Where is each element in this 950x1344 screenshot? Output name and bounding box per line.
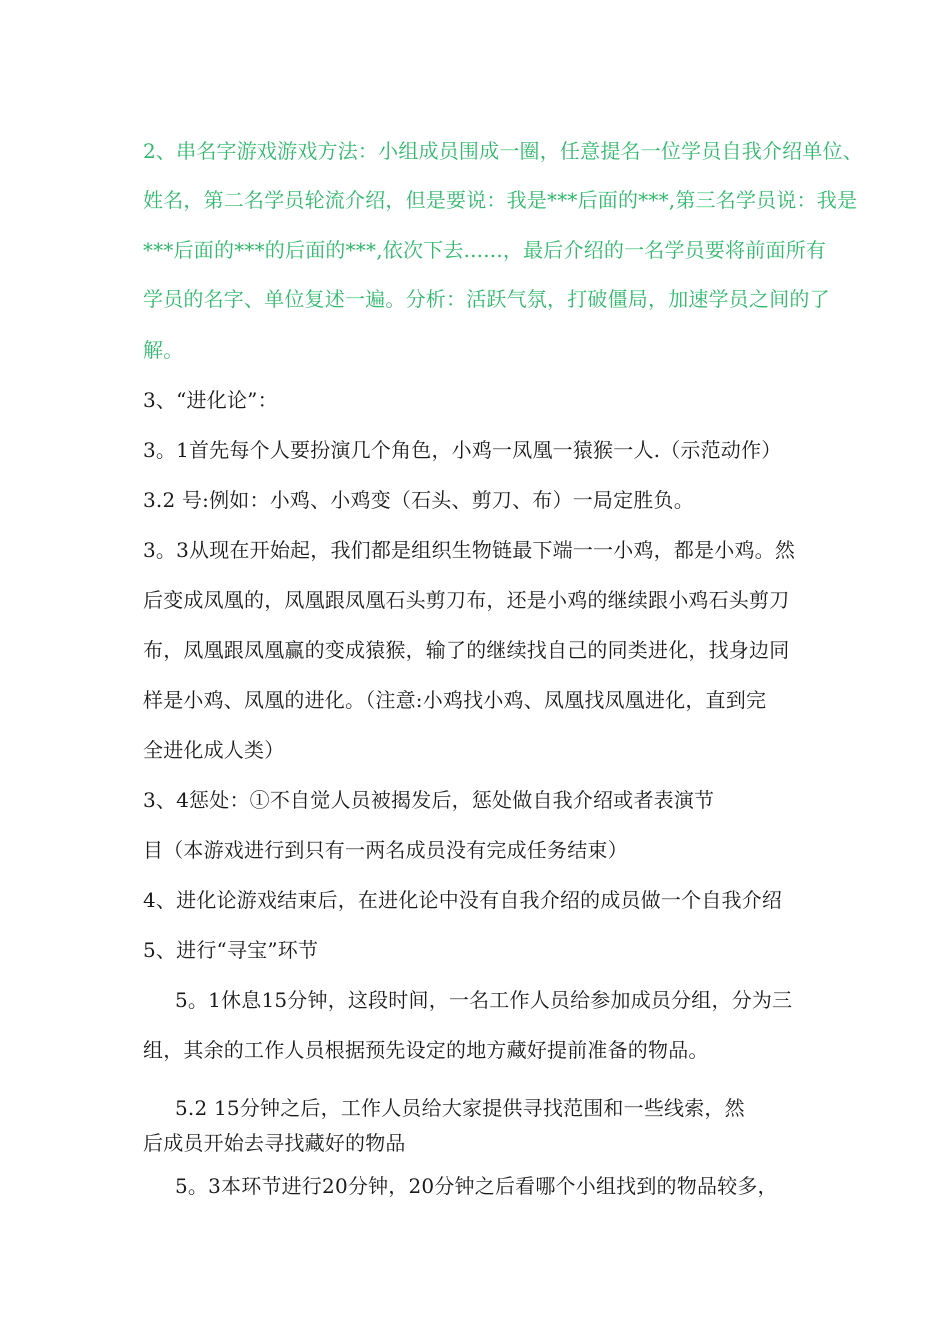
section-3-3-line-3: 布，凤凰跟凤凰赢的变成猿猴，输了的继续找自己的同类进化，找身边同 — [143, 638, 790, 662]
section-3-3-line-1: 3。3从现在开始起，我们都是组织生物链最下端一一小鸡，都是小鸡。然 — [143, 538, 796, 562]
section-5-2-line-1: 5.2 15分钟之后，工作人员给大家提供寻找范围和一些线索，然 — [175, 1096, 745, 1120]
section-2-line-5: 解。 — [143, 338, 184, 362]
section-3-2: 3.2 号:例如：小鸡、小鸡变（石头、剪刀、布）一局定胜负。 — [143, 488, 694, 512]
section-2-line-4: 学员的名字、单位复述一遍。分析：活跃气氛，打破僵局，加速学员之间的了 — [143, 287, 830, 311]
section-3-title: 3、“进化论”： — [143, 388, 278, 412]
section-3-3-line-2: 后变成凤凰的，凤凰跟凤凰石头剪刀布，还是小鸡的继续跟小鸡石头剪刀 — [143, 588, 790, 612]
section-5-2-line-2: 后成员开始去寻找藏好的物品 — [143, 1131, 406, 1155]
section-5-1-line-2: 组，其余的工作人员根据预先设定的地方藏好提前准备的物品。 — [143, 1038, 709, 1062]
section-3-3-line-4: 样是小鸡、凤凰的进化。（注意:小鸡找小鸡、凤凰找凤凰进化，直到完 — [143, 688, 767, 712]
section-2-line-2: 姓名，第二名学员轮流介绍，但是要说：我是***后面的***,第三名学员说：我是 — [143, 188, 858, 212]
section-3-1: 3。1首先每个人要扮演几个角色，小鸡一凤凰一猿猴一人.（示范动作） — [143, 438, 782, 462]
section-3-4-line-2: 目（本游戏进行到只有一两名成员没有完成任务结束） — [143, 838, 628, 862]
section-5-1-line-1: 5。1休息15分钟，这段时间，一名工作人员给参加成员分组，分为三 — [175, 988, 793, 1012]
section-2-line-3: ***后面的***的后面的***,依次下去......，最后介绍的一名学员要将前面所有 — [143, 238, 827, 262]
section-3-4-line-1: 3、4惩处：①不自觉人员被揭发后，惩处做自我介绍或者表演节 — [143, 788, 715, 812]
section-5-3: 5。3本环节进行20分钟，20分钟之后看哪个小组找到的物品较多， — [175, 1174, 778, 1198]
section-5-title: 5、进行“寻宝”环节 — [143, 938, 319, 962]
section-3-3-line-5: 全进化成人类） — [143, 738, 285, 762]
section-2-line-1: 2、串名字游戏游戏方法：小组成员围成一圈，任意提名一位学员自我介绍单位、 — [143, 139, 863, 163]
section-4: 4、进化论游戏结束后，在进化论中没有自我介绍的成员做一个自我介绍 — [143, 888, 783, 912]
